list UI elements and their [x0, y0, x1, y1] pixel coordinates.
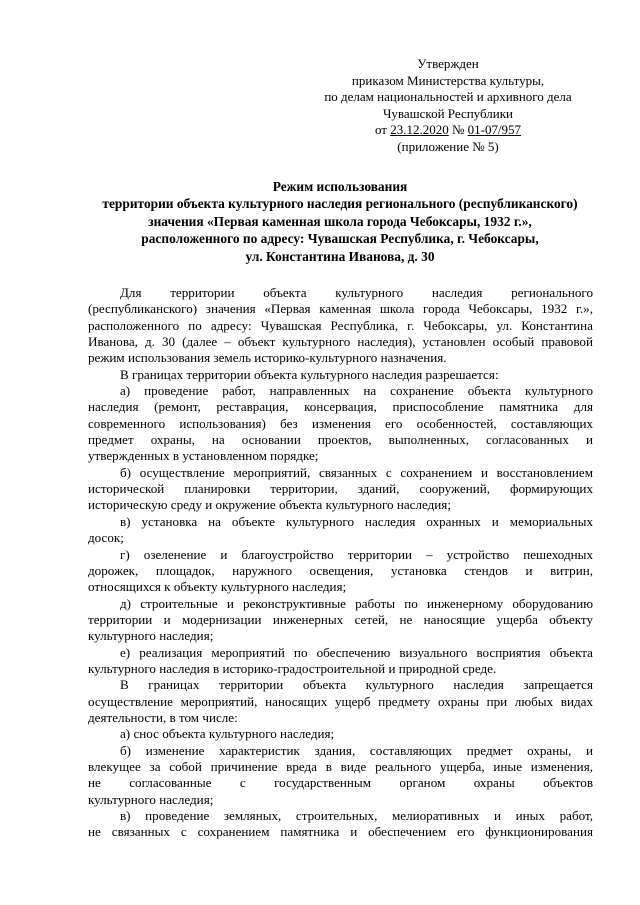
- paragraph-line: досок;: [88, 530, 124, 546]
- title-line: расположенного по адресу: Чувашская Республика, г. Чебоксары,: [141, 231, 539, 247]
- approval-line: (приложение № 5): [397, 138, 499, 154]
- paragraph: [88, 808, 593, 841]
- paragraph-line: Иванова, д. 30 (далее – объект культурного наследия), установлен особый правовой: [88, 334, 593, 350]
- approval-line: Чувашской Республики: [382, 105, 514, 121]
- paragraph-line: расположенного по адресу: Чувашская Республика, г. Чебоксары, ул. Константина: [88, 317, 593, 333]
- approval-stamp: [298, 56, 598, 155]
- paragraph-line: (республиканского) значения «Первая каменная школа города Чебоксары, 1932 г.»,: [88, 301, 593, 317]
- paragraph-line: б) осуществление мероприятий, связанных с сохранением и восстановлением: [120, 464, 593, 480]
- document-body: [88, 285, 593, 841]
- paragraph-line: осуществление мероприятий, наносящих ущерб предмету охраны при любых видах: [88, 693, 593, 709]
- paragraph: [88, 367, 593, 383]
- paragraph: [88, 547, 593, 596]
- paragraph-line: утвержденных в установленном порядке;: [88, 448, 319, 464]
- paragraph: [88, 514, 593, 547]
- paragraph: [88, 383, 593, 465]
- paragraph-line: культурного наследия в историко-градостроительной и природной среде.: [88, 660, 497, 676]
- paragraph-line: культурного наследия;: [88, 628, 214, 644]
- approval-date-line: [298, 122, 598, 139]
- document-title: [88, 178, 592, 265]
- paragraph: [88, 596, 593, 645]
- paragraph: [88, 677, 593, 726]
- order-number: 01-07/957: [467, 122, 522, 137]
- paragraph: [88, 645, 593, 678]
- paragraph-line: культурного наследия;: [88, 791, 214, 807]
- paragraph-line: а) проведение работ, направленных на сохранение объекта культурного: [120, 383, 593, 399]
- paragraph-line: а) снос объекта культурного наследия;: [120, 726, 335, 742]
- title-line: Режим использования: [272, 179, 408, 194]
- paragraph-line: в) проведение земляных, строительных, мелиоративных и иных работ,: [120, 808, 593, 823]
- paragraph-line: режим использования земель историко-культурного назначения.: [88, 350, 447, 366]
- paragraph-line: наследия (ремонт, реставрация, консервация, приспособление памятника для: [88, 399, 593, 415]
- paragraph-line: предмет охраны, на основании проектов, выполненных, согласованных и: [88, 432, 593, 448]
- paragraph-line: в) установка на объекте культурного наследия охранных и мемориальных: [120, 513, 593, 529]
- title-line: территории объекта культурного наследия регионального (республиканского): [102, 196, 578, 212]
- approval-line: приказом Министерства культуры,: [351, 72, 545, 88]
- paragraph-line: исторической планировки территории, зданий, сооружений, формирующих: [88, 481, 593, 497]
- paragraph-line: не согласованные с государственным органом охраны объектов: [88, 775, 593, 791]
- paragraph-line: историческую среду и окружение объекта культурного наследия;: [88, 497, 451, 513]
- paragraph: [88, 743, 593, 808]
- paragraph: [88, 465, 593, 514]
- paragraph-line: Для территории объекта культурного наследия регионального: [120, 285, 593, 300]
- paragraph-line: б) изменение характеристик здания, составляющих предмет охраны, и: [120, 742, 593, 758]
- paragraph-line: деятельности, в том числе:: [88, 709, 238, 725]
- paragraph-line: не связанных с сохранением памятника и обеспечением его функционирования: [88, 824, 593, 840]
- paragraph-line: д) строительные и реконструктивные работы по инженерному оборудованию: [120, 595, 593, 611]
- paragraph-line: е) реализация мероприятий по обеспечению визуального восприятия объекта: [120, 644, 593, 660]
- paragraph-line: В границах территории объекта культурного наследия разрешается:: [120, 366, 499, 382]
- approval-line: Утвержден: [417, 56, 479, 71]
- date-prefix: от: [374, 122, 391, 137]
- paragraph-line: влекущее за собой причинение вреда в виде реального ущерба, иные изменения,: [88, 758, 593, 774]
- number-label: №: [448, 122, 468, 137]
- title-line: ул. Константина Иванова, д. 30: [245, 248, 435, 264]
- title-line: значения «Первая каменная школа города Чебоксары, 1932 г.»,: [148, 213, 532, 229]
- order-date: 23.12.2020: [390, 122, 449, 137]
- paragraph-line: современного использования) без изменения его особенностей, составляющих: [88, 415, 593, 431]
- paragraph-line: дорожек, площадок, наружного освещения, установка стендов и витрин,: [88, 562, 593, 578]
- paragraph-line: относящихся к объекту культурного наследия;: [88, 579, 347, 595]
- paragraph: [88, 285, 593, 367]
- paragraph-line: В границах территории объекта культурного наследия запрещается: [120, 677, 593, 693]
- paragraph: [88, 726, 593, 742]
- paragraph-line: г) озеленение и благоустройство территории – устройство пешеходных: [120, 546, 593, 562]
- paragraph-line: территории и модернизации инженерных сетей, не наносящие ущерба объекту: [88, 611, 593, 627]
- approval-line: по делам национальностей и архивного дела: [324, 89, 572, 104]
